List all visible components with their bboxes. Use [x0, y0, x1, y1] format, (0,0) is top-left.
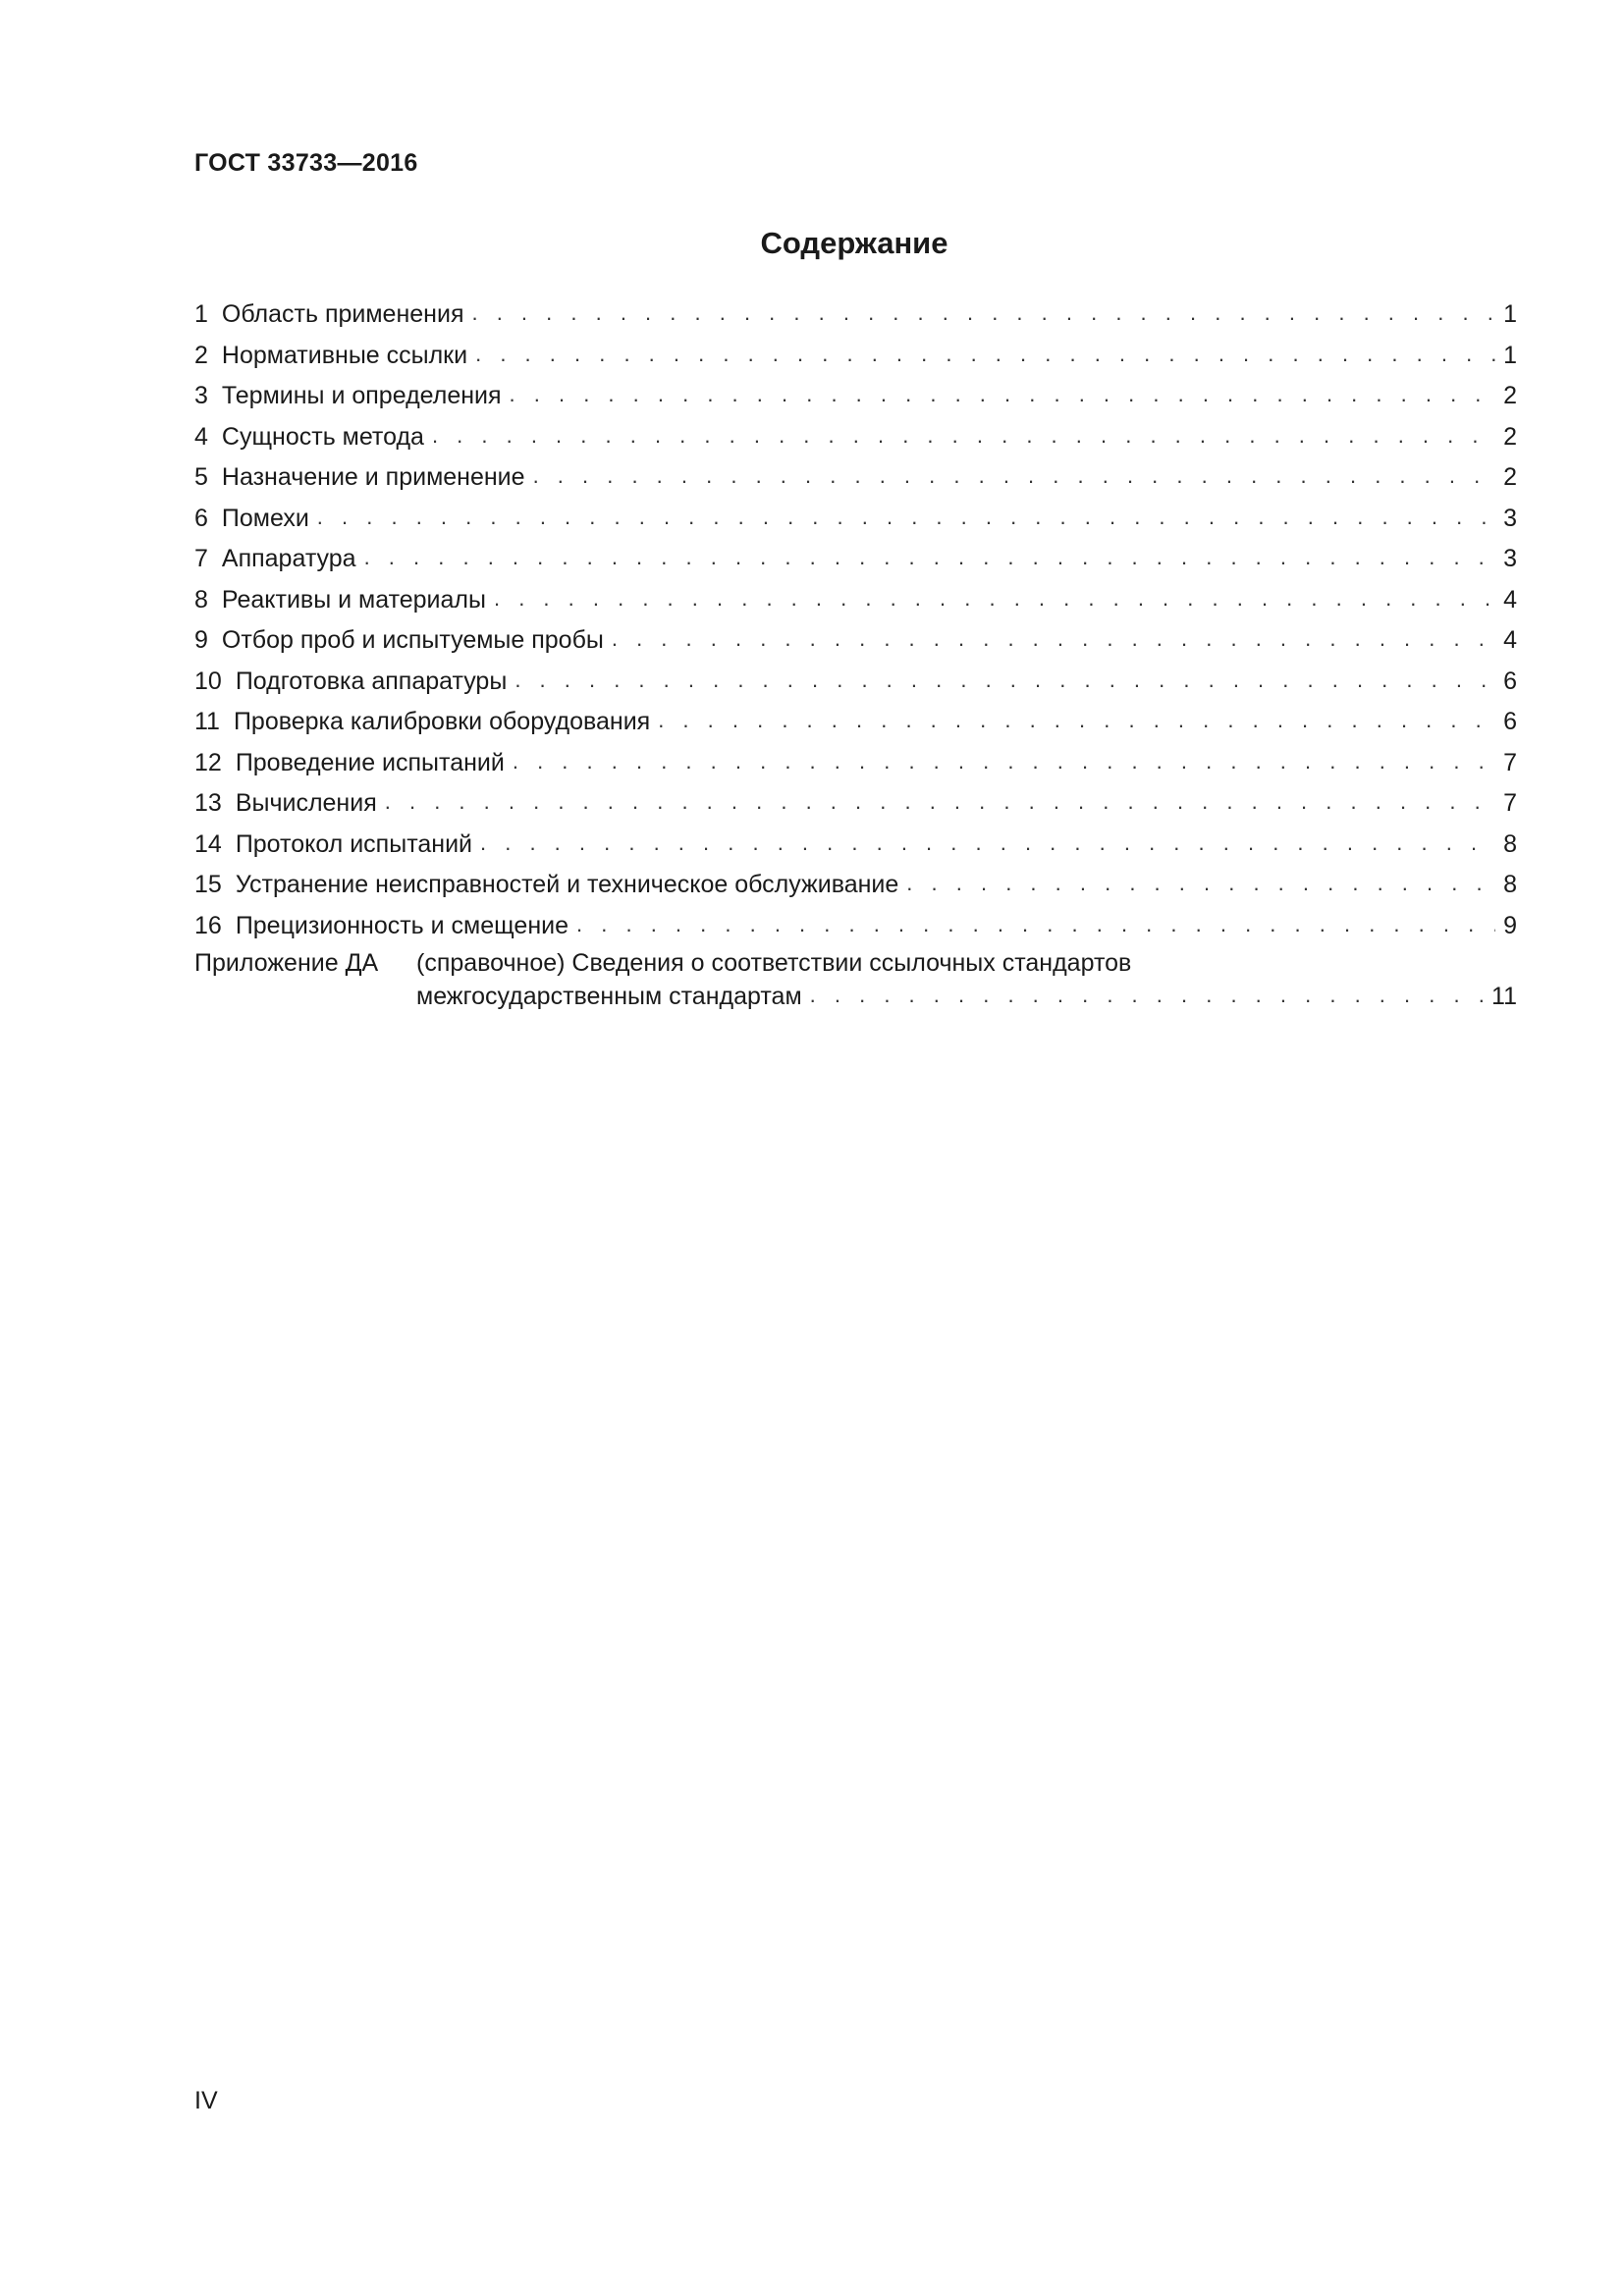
toc-item[interactable] [194, 620, 1517, 662]
toc-item-label: Помехи [221, 504, 309, 532]
toc-item[interactable] [194, 539, 1517, 580]
toc-item-label: Прецизионность и смещение [235, 911, 569, 939]
toc-item-page: 4 [1503, 626, 1517, 654]
dot-leader [810, 979, 1486, 1012]
toc-title: Содержание [760, 226, 948, 260]
toc-item-number: 4 [194, 422, 208, 451]
dot-leader [510, 374, 1495, 415]
toc-item[interactable] [194, 865, 1517, 906]
dot-leader [475, 334, 1495, 375]
toc-item-page: 8 [1503, 829, 1517, 858]
toc-item[interactable] [194, 376, 1517, 417]
toc-item-number: 7 [194, 545, 208, 572]
toc-annex-item[interactable] [194, 946, 1517, 1013]
toc-item-page: 2 [1503, 422, 1517, 451]
dot-leader [385, 781, 1495, 823]
table-of-contents [194, 294, 1517, 946]
toc-item-page: 2 [1503, 382, 1517, 409]
toc-item[interactable] [194, 783, 1517, 825]
toc-item[interactable] [194, 457, 1517, 499]
toc-item-label: Проведение испытаний [235, 748, 505, 776]
toc-item-label: Назначение и применение [221, 463, 525, 491]
toc-item-number: 11 [194, 708, 220, 735]
dot-leader [317, 497, 1495, 538]
toc-item-label: Область применения [221, 300, 464, 328]
page-number: IV [194, 2087, 218, 2114]
dot-leader [906, 863, 1495, 904]
toc-item-page: 1 [1503, 300, 1517, 328]
toc-item-page: 4 [1503, 585, 1517, 614]
toc-item-number: 13 [194, 789, 222, 817]
toc-item-label: Вычисления [235, 789, 377, 817]
toc-item-page: 3 [1503, 504, 1517, 532]
dot-leader [364, 537, 1495, 578]
toc-item-number: 12 [194, 748, 222, 776]
toc-item-number: 1 [194, 300, 208, 328]
toc-item-page: 9 [1503, 911, 1517, 939]
toc-item-label: Подготовка аппаратуры [235, 667, 508, 695]
toc-item[interactable] [194, 743, 1517, 784]
toc-item-page: 8 [1503, 871, 1517, 898]
annex-page: 11 [1491, 983, 1517, 1010]
toc-item[interactable] [194, 662, 1517, 703]
toc-item-number: 3 [194, 382, 208, 409]
dot-leader [514, 660, 1495, 701]
annex-title-line2: межгосударственным стандартам [416, 983, 802, 1010]
toc-item-number: 16 [194, 911, 222, 939]
dot-leader [513, 741, 1495, 782]
toc-item[interactable] [194, 702, 1517, 743]
dot-leader [494, 578, 1495, 619]
toc-item[interactable] [194, 906, 1517, 947]
toc-item-label: Протокол испытаний [235, 829, 472, 858]
dot-leader [658, 700, 1495, 741]
toc-item[interactable] [194, 825, 1517, 866]
toc-item-page: 1 [1503, 341, 1517, 369]
dot-leader [612, 618, 1495, 660]
toc-item[interactable] [194, 336, 1517, 377]
document-code: ГОСТ 33733—2016 [194, 149, 418, 177]
dot-leader [576, 904, 1495, 945]
toc-item-label: Термины и определения [221, 382, 502, 409]
toc-item-page: 2 [1503, 463, 1517, 491]
toc-item[interactable] [194, 580, 1517, 621]
toc-item-label: Отбор проб и испытуемые пробы [221, 626, 604, 654]
annex-prefix: Приложение ДА [194, 949, 379, 977]
toc-item-label: Устранение неисправностей и техническое обслуживание [235, 871, 899, 898]
toc-item-label: Нормативные ссылки [221, 341, 468, 369]
toc-item[interactable] [194, 294, 1517, 336]
toc-item-label: Проверка калибровки оборудования [233, 708, 651, 735]
toc-item-number: 10 [194, 667, 222, 695]
toc-item-number: 14 [194, 829, 222, 858]
toc-item-page: 3 [1503, 545, 1517, 572]
toc-item-label: Аппаратура [221, 545, 356, 572]
toc-item-label: Сущность метода [221, 422, 424, 451]
toc-item-page: 7 [1503, 748, 1517, 776]
annex-title-line1: (справочное) Сведения о соответствии ссылочных стандартов [416, 949, 1132, 977]
dot-leader [533, 455, 1495, 497]
toc-item-page: 6 [1503, 708, 1517, 735]
toc-item-number: 6 [194, 504, 208, 532]
toc-item-page: 6 [1503, 667, 1517, 695]
toc-item-number: 5 [194, 463, 208, 491]
dot-leader [432, 415, 1495, 456]
toc-item[interactable] [194, 417, 1517, 458]
toc-item-page: 7 [1503, 789, 1517, 817]
dot-leader [480, 823, 1495, 864]
toc-item-number: 8 [194, 585, 208, 614]
toc-item-number: 2 [194, 341, 208, 369]
toc-item-number: 9 [194, 626, 208, 654]
toc-item[interactable] [194, 499, 1517, 540]
dot-leader [471, 293, 1495, 334]
toc-item-label: Реактивы и материалы [221, 585, 486, 614]
toc-item-number: 15 [194, 871, 222, 898]
